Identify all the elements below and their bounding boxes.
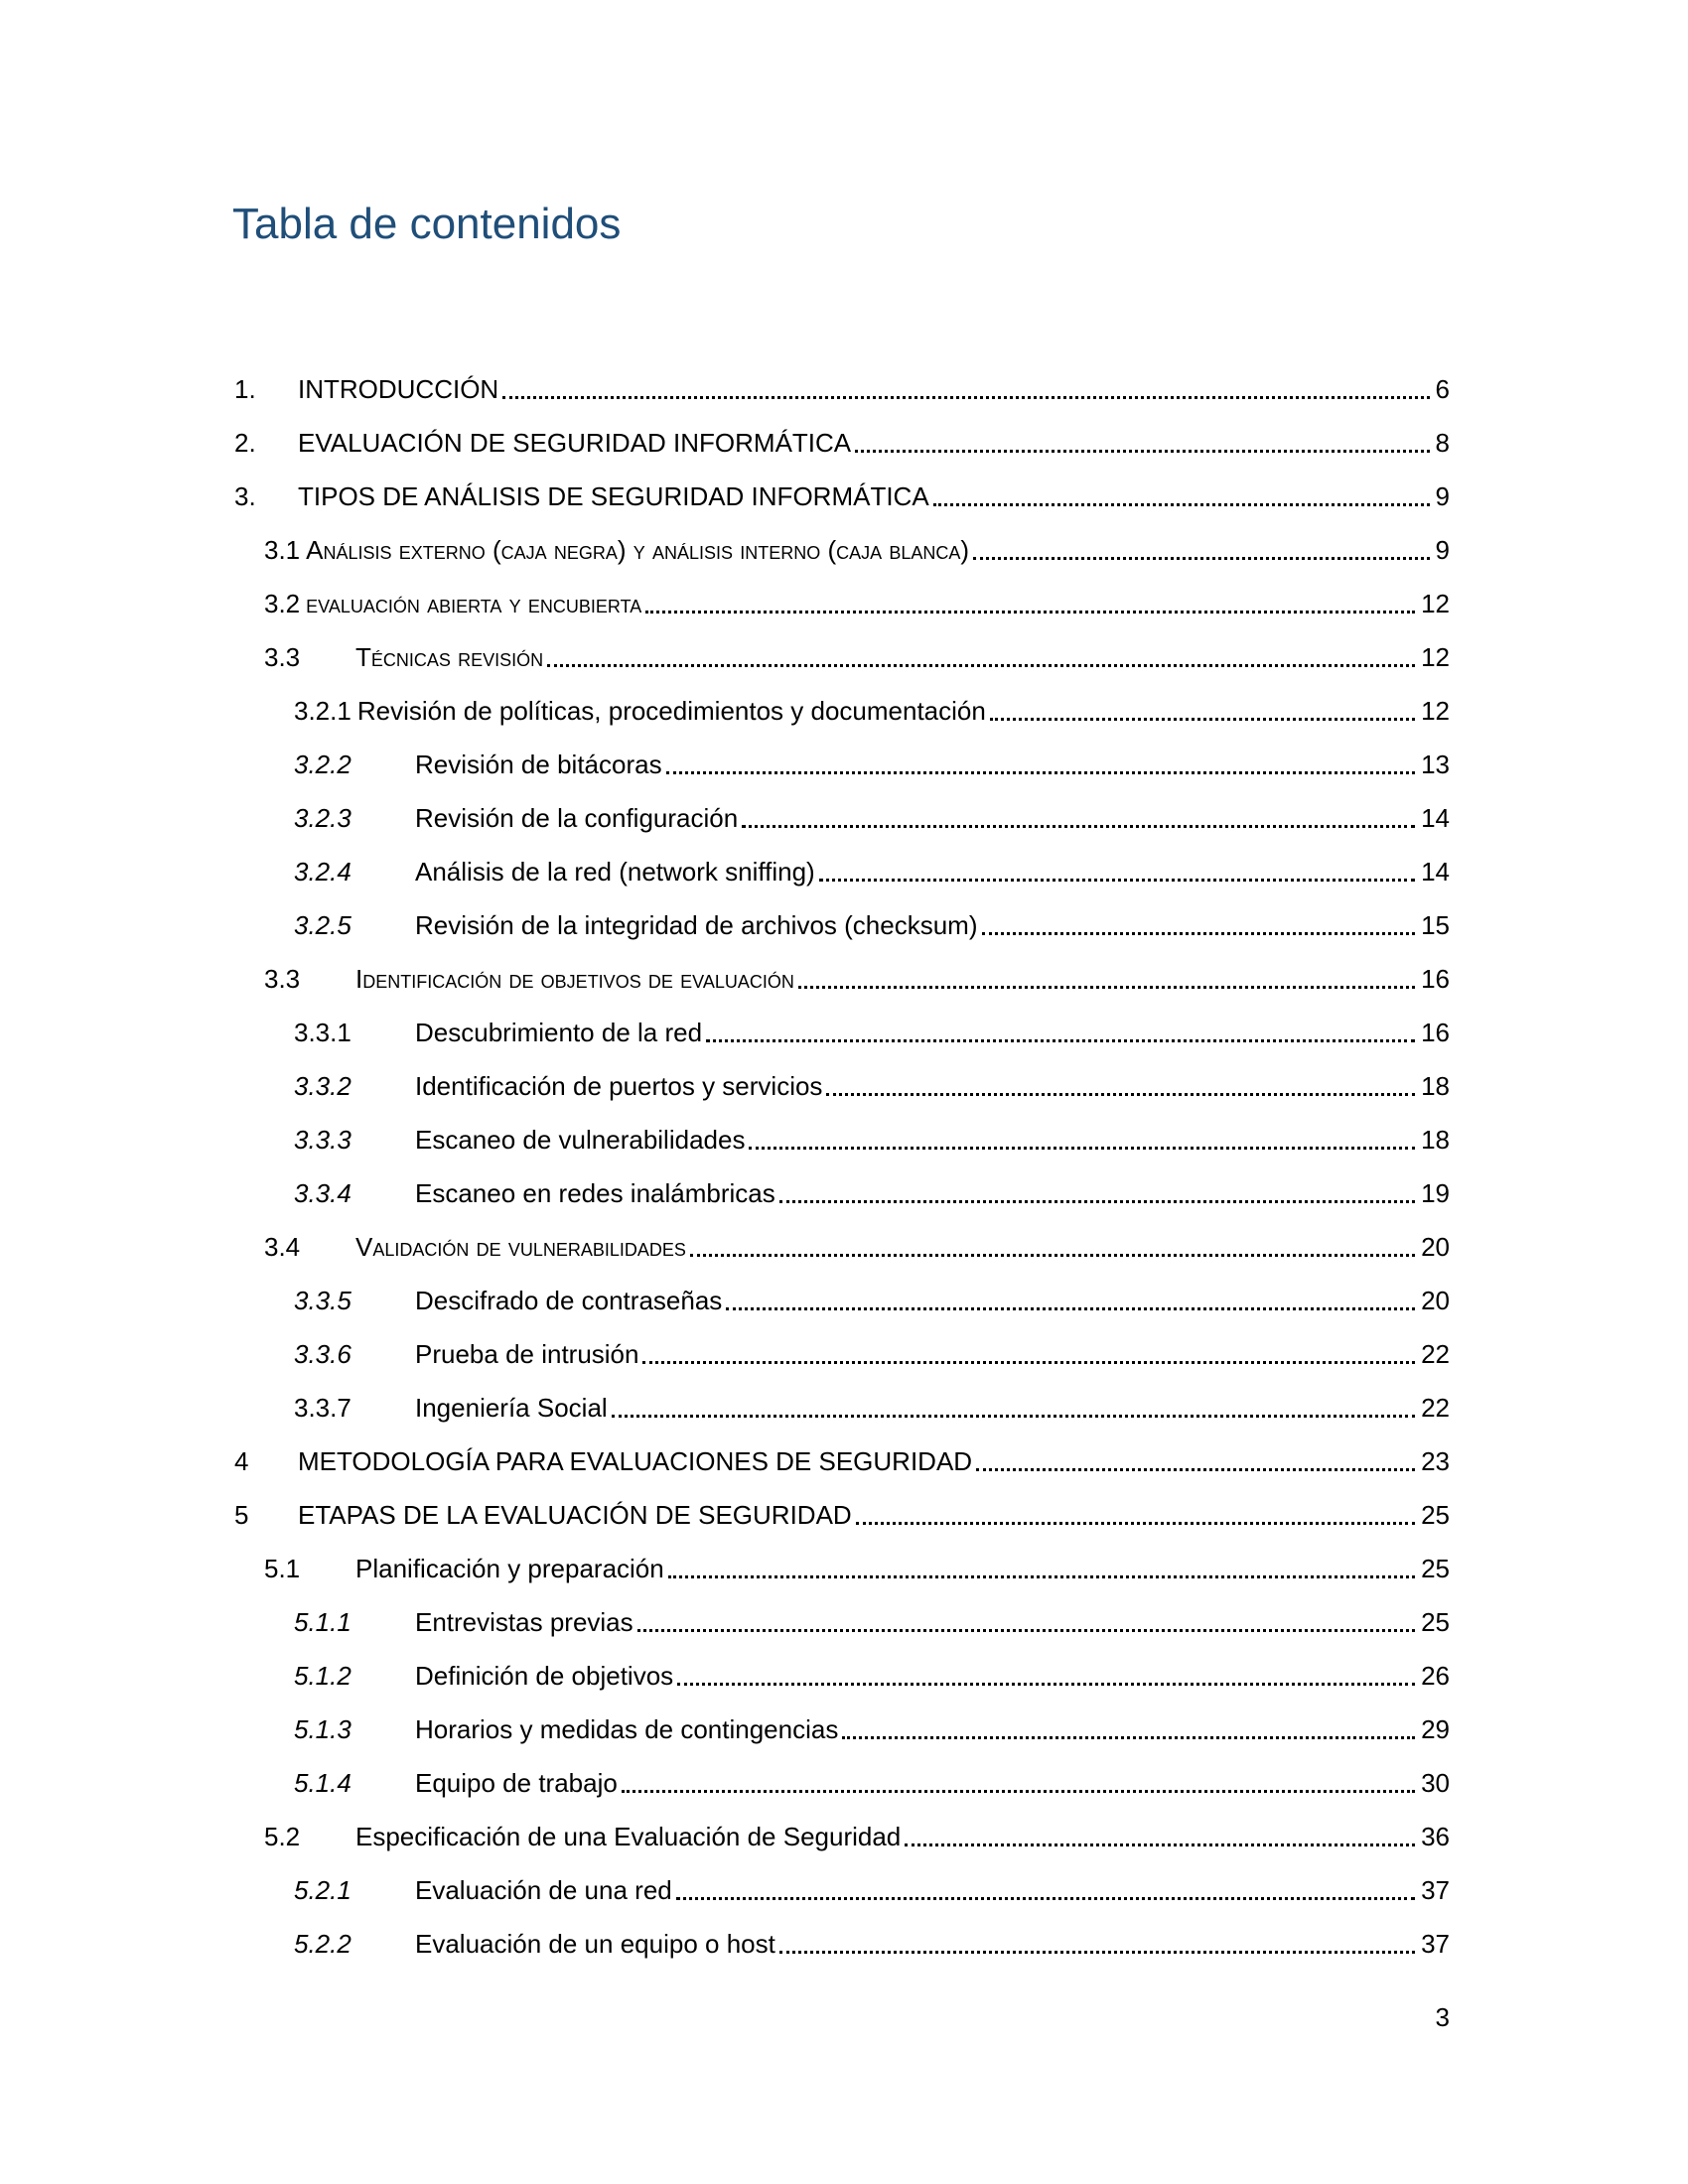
toc-entry[interactable] xyxy=(0,1433,1688,1487)
toc-entry-page: 30 xyxy=(1421,1768,1450,1798)
toc-entry-page: 29 xyxy=(1421,1714,1450,1744)
toc-entry-page: 26 xyxy=(1421,1661,1450,1691)
toc-entry[interactable] xyxy=(0,1702,1688,1755)
toc-entry-page: 16 xyxy=(1421,964,1450,994)
toc-entry-number: 3.3 xyxy=(264,964,301,994)
toc-entry-label: Prueba de intrusión xyxy=(415,1339,639,1369)
toc-entry[interactable] xyxy=(0,1112,1688,1165)
toc-entry-page: 25 xyxy=(1421,1607,1450,1637)
toc-entry-label: Escaneo de vulnerabilidades xyxy=(415,1125,746,1155)
toc-entry-label: Identificación de puertos y servicios xyxy=(415,1071,823,1101)
toc-entry[interactable] xyxy=(0,1648,1688,1702)
toc-entry-page: 18 xyxy=(1421,1071,1450,1101)
toc-entry-page: 20 xyxy=(1421,1232,1450,1262)
toc-entry[interactable] xyxy=(0,844,1688,897)
toc-entry-label: Revisión de la integridad de archivos (checksum) xyxy=(415,910,978,940)
toc-entry[interactable] xyxy=(0,897,1688,951)
toc-title: Tabla de contenidos xyxy=(232,200,622,248)
toc-entry-number: 5.2.2 xyxy=(294,1929,352,1959)
toc-dot-leader xyxy=(612,1390,1415,1426)
toc-entry-number: 5.2.1 xyxy=(294,1875,352,1905)
toc-entry-number: 5.1.4 xyxy=(294,1768,352,1798)
toc-entry-label: Planificación y preparación xyxy=(355,1554,664,1583)
toc-entry-page: 16 xyxy=(1421,1018,1450,1047)
toc-dot-leader xyxy=(706,1015,1415,1050)
toc-entry[interactable] xyxy=(0,576,1688,629)
toc-dot-leader xyxy=(666,747,1416,782)
toc-entry[interactable] xyxy=(0,1273,1688,1326)
toc-entry-page: 25 xyxy=(1421,1554,1450,1583)
toc-entry-page: 14 xyxy=(1421,857,1450,887)
toc-entry-label: Análisis de la red (network sniffing) xyxy=(415,857,815,887)
page-number: 3 xyxy=(1435,2002,1450,2032)
toc-entry-number: 3.2.3 xyxy=(294,803,352,833)
toc-entry-page: 6 xyxy=(1435,374,1450,404)
toc-dot-leader xyxy=(990,693,1415,729)
toc-dot-leader xyxy=(819,854,1415,889)
toc-entry-number: 5.1 xyxy=(264,1554,301,1583)
toc-entry-page: 22 xyxy=(1421,1393,1450,1423)
toc-dot-leader xyxy=(726,1283,1415,1318)
toc-entry-label: Técnicas revisión xyxy=(355,642,544,672)
toc-entry-label: METODOLOGÍA PARA EVALUACIONES DE SEGURIDAD xyxy=(298,1446,973,1476)
toc-entry-label: Escaneo en redes inalámbricas xyxy=(415,1178,775,1208)
toc-entry[interactable] xyxy=(0,469,1688,522)
toc-entry-number: 1. xyxy=(234,374,256,404)
toc-dot-leader xyxy=(856,1497,1415,1533)
toc-entry-page: 37 xyxy=(1421,1875,1450,1905)
toc-entry-page: 9 xyxy=(1435,535,1450,565)
toc-entry-number: 5.1.1 xyxy=(294,1607,352,1637)
toc-entry-label: Evaluación de un equipo o host xyxy=(415,1929,775,1959)
toc-entry-page: 36 xyxy=(1421,1822,1450,1851)
toc-dot-leader xyxy=(637,1604,1415,1640)
toc-entry-page: 12 xyxy=(1421,589,1450,618)
toc-entry-number: 3. xyxy=(234,481,256,511)
toc-entry-label: Descifrado de contraseñas xyxy=(415,1286,723,1315)
toc-entry-page: 15 xyxy=(1421,910,1450,940)
toc-dot-leader xyxy=(645,586,1415,621)
toc-entry-label: Especificación de una Evaluación de Seguridad xyxy=(355,1822,902,1851)
toc-entry-page: 23 xyxy=(1421,1446,1450,1476)
toc-entry-page: 8 xyxy=(1435,428,1450,458)
toc-dot-leader xyxy=(976,1443,1415,1479)
toc-entry[interactable] xyxy=(0,415,1688,469)
toc-entry[interactable] xyxy=(0,1058,1688,1112)
toc-entry-page: 14 xyxy=(1421,803,1450,833)
toc-entry-label: Revisión de la configuración xyxy=(415,803,739,833)
toc-entry-label: Revisión de bitácoras xyxy=(415,750,662,779)
toc-entry-label: Validación de vulnerabilidades xyxy=(355,1232,686,1262)
toc-dot-leader xyxy=(973,532,1429,568)
toc-entry-label: Equipo de trabajo xyxy=(415,1768,618,1798)
toc-dot-leader xyxy=(826,1068,1415,1104)
toc-entry-number: 3.2 xyxy=(264,589,301,618)
toc-entry-number: 3.3.2 xyxy=(294,1071,352,1101)
toc-dot-leader xyxy=(779,1175,1415,1211)
toc-entry-label: INTRODUCCIÓN xyxy=(298,374,499,404)
toc-entry-number: 3.3.3 xyxy=(294,1125,352,1155)
toc-dot-leader xyxy=(779,1926,1415,1962)
toc-entry-number: 5.1.3 xyxy=(294,1714,352,1744)
toc-entry[interactable] xyxy=(0,1219,1688,1273)
toc-entry-number: 3.3.7 xyxy=(294,1393,352,1423)
toc-entry[interactable] xyxy=(0,1165,1688,1219)
toc-dot-leader xyxy=(668,1551,1415,1586)
toc-entry-label: Revisión de políticas, procedimientos y documentación xyxy=(356,696,986,726)
toc-dot-leader xyxy=(982,907,1416,943)
toc-entry-label: Horarios y medidas de contingencias xyxy=(415,1714,839,1744)
toc-entry-number: 3.3.4 xyxy=(294,1178,352,1208)
toc-entry[interactable] xyxy=(0,361,1688,415)
toc-entry[interactable] xyxy=(0,522,1688,576)
toc-entry-label: Definición de objetivos xyxy=(415,1661,674,1691)
toc-entry-number: 3.2.2 xyxy=(294,750,352,779)
toc-entry-number: 3.2.1 xyxy=(294,696,352,726)
toc-entry-page: 19 xyxy=(1421,1178,1450,1208)
toc-dot-leader xyxy=(622,1765,1415,1801)
toc-entry-page: 20 xyxy=(1421,1286,1450,1315)
toc-dot-leader xyxy=(905,1819,1415,1854)
toc-entry-number: 3.2.5 xyxy=(294,910,352,940)
toc-entry-page: 18 xyxy=(1421,1125,1450,1155)
toc-entry-number: 5.2 xyxy=(264,1822,301,1851)
toc-entry-label: ETAPAS DE LA EVALUACIÓN DE SEGURIDAD xyxy=(298,1500,852,1530)
toc-entry[interactable] xyxy=(0,1755,1688,1809)
toc-entry[interactable] xyxy=(0,1809,1688,1862)
toc-entry-number: 3.1 xyxy=(264,535,301,565)
toc-entry[interactable] xyxy=(0,1326,1688,1380)
toc-entry[interactable] xyxy=(0,1916,1688,1970)
toc-entry-page: 37 xyxy=(1421,1929,1450,1959)
toc-entry-number: 3.3.5 xyxy=(294,1286,352,1315)
toc-entry[interactable] xyxy=(0,1862,1688,1916)
toc-entry-number: 3.3.1 xyxy=(294,1018,352,1047)
toc-entry[interactable] xyxy=(0,1487,1688,1541)
toc-entry-number: 3.3.6 xyxy=(294,1339,352,1369)
toc-entry-label: Evaluación de una red xyxy=(415,1875,672,1905)
toc-entry-number: 3.2.4 xyxy=(294,857,352,887)
toc-entry-number: 2. xyxy=(234,428,256,458)
toc-entry-label: Entrevistas previas xyxy=(415,1607,633,1637)
toc-dot-leader xyxy=(676,1872,1415,1908)
toc-entry[interactable] xyxy=(0,1380,1688,1433)
toc-entry[interactable] xyxy=(0,737,1688,790)
toc-dot-leader xyxy=(642,1336,1415,1372)
toc-entry-page: 12 xyxy=(1421,642,1450,672)
toc-entry[interactable] xyxy=(0,629,1688,683)
toc-entry-label: EVALUACIÓN DE SEGURIDAD INFORMÁTICA xyxy=(298,428,852,458)
toc-entry-page: 12 xyxy=(1421,696,1450,726)
toc-dot-leader xyxy=(842,1711,1415,1747)
toc-entry[interactable] xyxy=(0,1005,1688,1058)
toc-entry-label: TIPOS DE ANÁLISIS DE SEGURIDAD INFORMÁTICA xyxy=(298,481,929,511)
toc-entry-number: 4 xyxy=(234,1446,249,1476)
toc-dot-leader xyxy=(749,1122,1415,1158)
toc-entry[interactable] xyxy=(0,683,1688,737)
toc-entry-label: evaluación abierta y encubierta xyxy=(306,589,642,618)
toc-entry-page: 9 xyxy=(1435,481,1450,511)
toc-dot-leader xyxy=(742,800,1415,836)
toc-dot-leader xyxy=(933,478,1430,514)
toc-entry-number: 3.3 xyxy=(264,642,301,672)
toc-entry[interactable] xyxy=(0,951,1688,1005)
toc-entry-page: 25 xyxy=(1421,1500,1450,1530)
toc-entry-label: Identificación de objetivos de evaluación xyxy=(355,964,794,994)
toc-dot-leader xyxy=(502,371,1429,407)
toc-dot-leader xyxy=(690,1229,1415,1265)
toc-dot-leader xyxy=(677,1658,1415,1694)
toc-dot-leader xyxy=(855,425,1429,461)
toc-dot-leader xyxy=(798,961,1415,997)
toc-entry[interactable] xyxy=(0,790,1688,844)
toc-dot-leader xyxy=(547,639,1415,675)
toc-entry-label: Ingeniería Social xyxy=(415,1393,608,1423)
toc-entry-page: 22 xyxy=(1421,1339,1450,1369)
toc-entry-page: 13 xyxy=(1421,750,1450,779)
toc-entry[interactable] xyxy=(0,1594,1688,1648)
toc-entry-number: 5 xyxy=(234,1500,249,1530)
toc-entry-number: 3.4 xyxy=(264,1232,301,1262)
toc-entry-label: Descubrimiento de la red xyxy=(415,1018,703,1047)
toc-entry[interactable] xyxy=(0,1541,1688,1594)
toc-entry-number: 5.1.2 xyxy=(294,1661,352,1691)
toc-list xyxy=(0,361,1688,1970)
toc-entry-label: Análisis externo (caja negra) y análisis interno (caja blanca) xyxy=(306,535,970,565)
